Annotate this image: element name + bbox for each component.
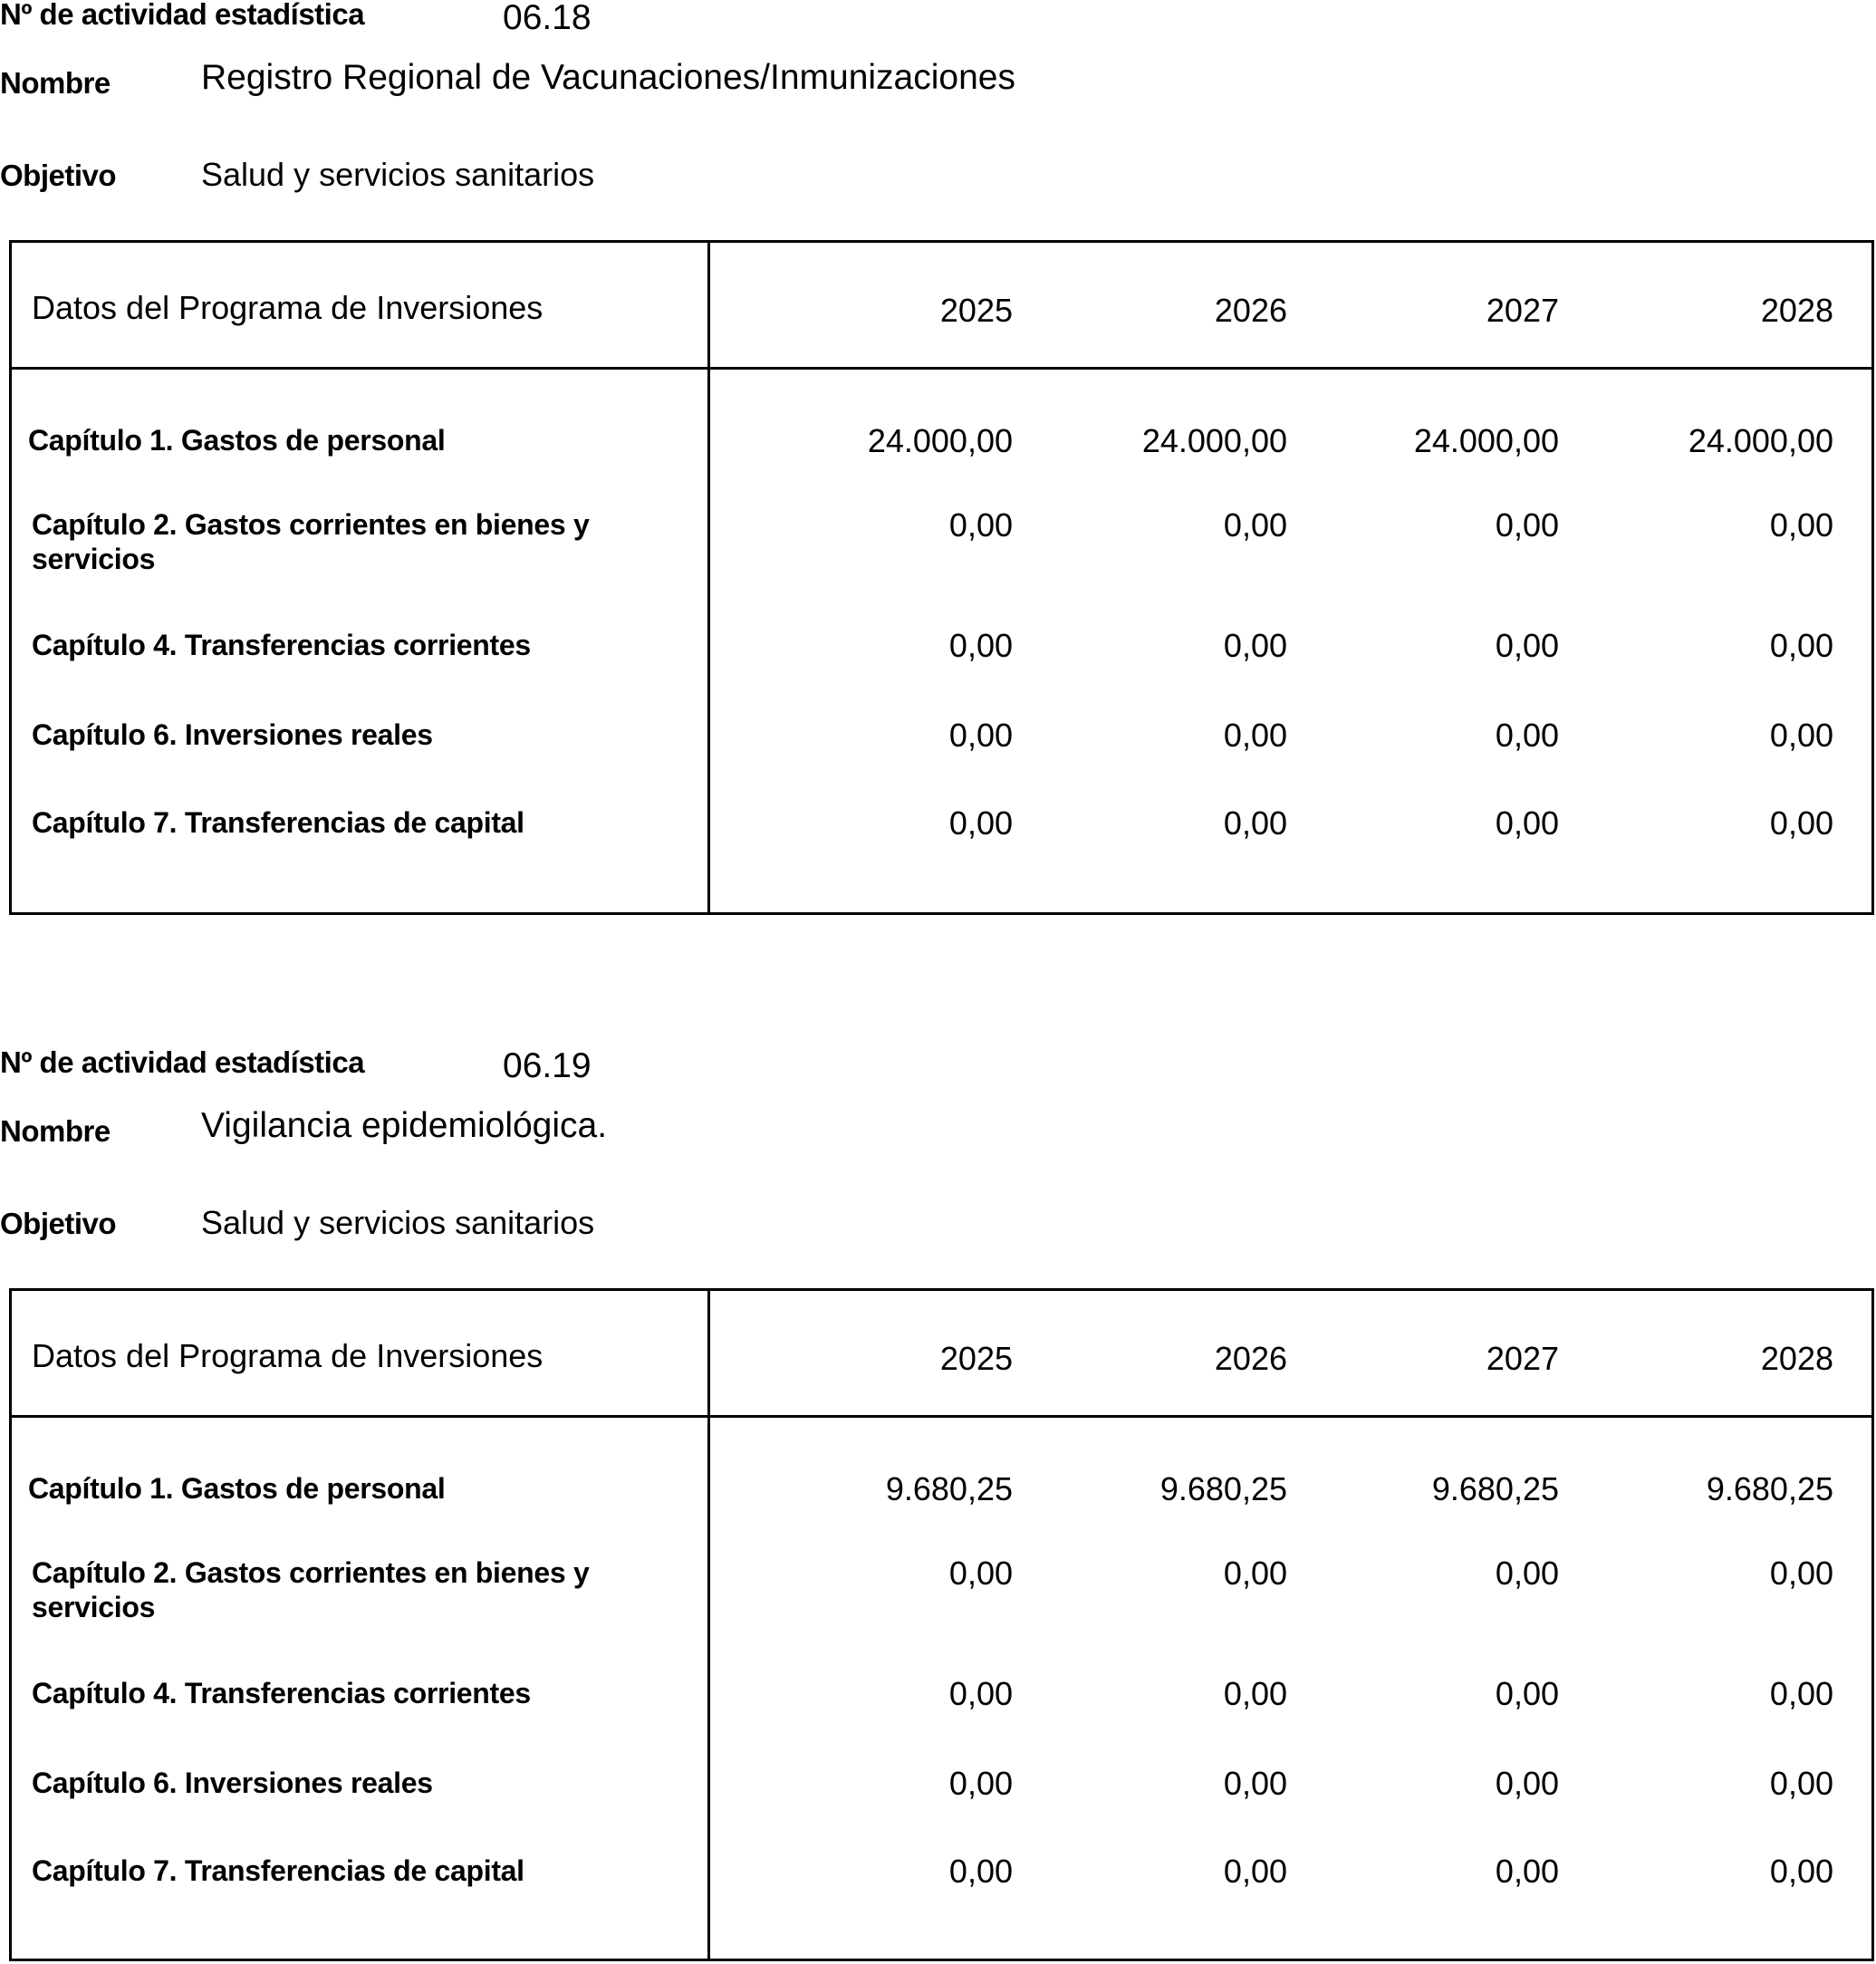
cell-cap1-2026: 9.680,25 <box>1159 1470 1287 1507</box>
cell-cap7-2026: 0,00 <box>1223 1853 1287 1890</box>
column-divider <box>707 243 710 912</box>
row-label-capitulo-1: Capítulo 1. Gastos de personal <box>28 424 446 457</box>
cell-cap2-2025: 0,00 <box>948 506 1013 544</box>
year-header-2028: 2028 <box>1760 292 1833 329</box>
cell-cap1-2027: 9.680,25 <box>1431 1470 1559 1507</box>
objective-label: Objetivo <box>0 159 117 192</box>
name-label: Nombre <box>0 1114 111 1148</box>
objective-value: Salud y servicios sanitarios <box>201 156 595 193</box>
row-label-capitulo-4: Capítulo 4. Transferencias corrientes <box>32 1677 531 1709</box>
cell-cap6-2028: 0,00 <box>1769 717 1833 754</box>
cell-cap4-2025: 0,00 <box>948 1675 1013 1712</box>
cell-cap6-2027: 0,00 <box>1495 717 1559 754</box>
cell-cap4-2025: 0,00 <box>948 627 1013 664</box>
year-header-2026: 2026 <box>1214 1340 1287 1377</box>
table-header-title: Datos del Programa de Inversiones <box>32 1337 544 1374</box>
cell-cap6-2026: 0,00 <box>1223 1765 1287 1802</box>
cell-cap4-2027: 0,00 <box>1495 1675 1559 1712</box>
cell-cap2-2028: 0,00 <box>1769 506 1833 544</box>
cell-cap2-2027: 0,00 <box>1495 1555 1559 1592</box>
activity-number-value: 06.19 <box>503 1046 592 1085</box>
cell-cap4-2028: 0,00 <box>1769 627 1833 664</box>
activity-number-label: Nº de actividad estadística <box>0 1045 365 1079</box>
objective-value: Salud y servicios sanitarios <box>201 1204 595 1241</box>
cell-cap1-2026: 24.000,00 <box>1141 422 1287 459</box>
row-label-capitulo-6: Capítulo 6. Inversiones reales <box>32 1767 433 1799</box>
name-value: Vigilancia epidemiológica. <box>201 1106 608 1145</box>
row-label-capitulo-6: Capítulo 6. Inversiones reales <box>32 718 433 751</box>
row-label-capitulo-2: Capítulo 2. Gastos corrientes en bienes y servicios <box>32 1556 590 1623</box>
cell-cap2-2027: 0,00 <box>1495 506 1559 544</box>
year-header-2026: 2026 <box>1214 292 1287 329</box>
cell-cap7-2025: 0,00 <box>948 804 1013 842</box>
cell-cap6-2027: 0,00 <box>1495 1765 1559 1802</box>
cell-cap4-2026: 0,00 <box>1223 627 1287 664</box>
investment-table <box>9 1288 1874 1961</box>
cell-cap1-2025: 24.000,00 <box>867 422 1013 459</box>
activity-section-0618 <box>0 0 1876 924</box>
cell-cap7-2025: 0,00 <box>948 1853 1013 1890</box>
cell-cap1-2025: 9.680,25 <box>885 1470 1013 1507</box>
activity-number-value: 06.18 <box>503 0 592 37</box>
cell-cap7-2026: 0,00 <box>1223 804 1287 842</box>
year-header-2028: 2028 <box>1760 1340 1833 1377</box>
cell-cap1-2028: 24.000,00 <box>1688 422 1833 459</box>
cell-cap4-2028: 0,00 <box>1769 1675 1833 1712</box>
header-divider <box>12 1415 1871 1418</box>
cell-cap7-2027: 0,00 <box>1495 1853 1559 1890</box>
cell-cap2-2028: 0,00 <box>1769 1555 1833 1592</box>
row-label-capitulo-2: Capítulo 2. Gastos corrientes en bienes y servicios <box>32 508 590 575</box>
cell-cap2-2026: 0,00 <box>1223 506 1287 544</box>
cell-cap6-2028: 0,00 <box>1769 1765 1833 1802</box>
cell-cap2-2025: 0,00 <box>948 1555 1013 1592</box>
header-divider <box>12 367 1871 370</box>
investment-table <box>9 240 1874 915</box>
table-header-title: Datos del Programa de Inversiones <box>32 289 544 326</box>
cell-cap7-2028: 0,00 <box>1769 1853 1833 1890</box>
cell-cap2-2026: 0,00 <box>1223 1555 1287 1592</box>
activity-number-label: Nº de actividad estadística <box>0 0 365 31</box>
cell-cap6-2026: 0,00 <box>1223 717 1287 754</box>
year-header-2027: 2027 <box>1486 1340 1559 1377</box>
cell-cap6-2025: 0,00 <box>948 717 1013 754</box>
year-header-2027: 2027 <box>1486 292 1559 329</box>
objective-label: Objetivo <box>0 1207 117 1240</box>
cell-cap1-2028: 9.680,25 <box>1706 1470 1833 1507</box>
cell-cap4-2027: 0,00 <box>1495 627 1559 664</box>
year-header-2025: 2025 <box>939 1340 1013 1377</box>
year-header-2025: 2025 <box>939 292 1013 329</box>
cell-cap7-2027: 0,00 <box>1495 804 1559 842</box>
row-label-capitulo-4: Capítulo 4. Transferencias corrientes <box>32 629 531 661</box>
cell-cap4-2026: 0,00 <box>1223 1675 1287 1712</box>
cell-cap7-2028: 0,00 <box>1769 804 1833 842</box>
name-value: Registro Regional de Vacunaciones/Inmunizaciones <box>201 58 1015 97</box>
activity-section-0619 <box>0 1045 1876 1964</box>
cell-cap6-2025: 0,00 <box>948 1765 1013 1802</box>
row-label-capitulo-1: Capítulo 1. Gastos de personal <box>28 1472 446 1505</box>
name-label: Nombre <box>0 66 111 100</box>
cell-cap1-2027: 24.000,00 <box>1413 422 1559 459</box>
column-divider <box>707 1291 710 1959</box>
row-label-capitulo-7: Capítulo 7. Transferencias de capital <box>32 1854 524 1887</box>
row-label-capitulo-7: Capítulo 7. Transferencias de capital <box>32 806 524 839</box>
